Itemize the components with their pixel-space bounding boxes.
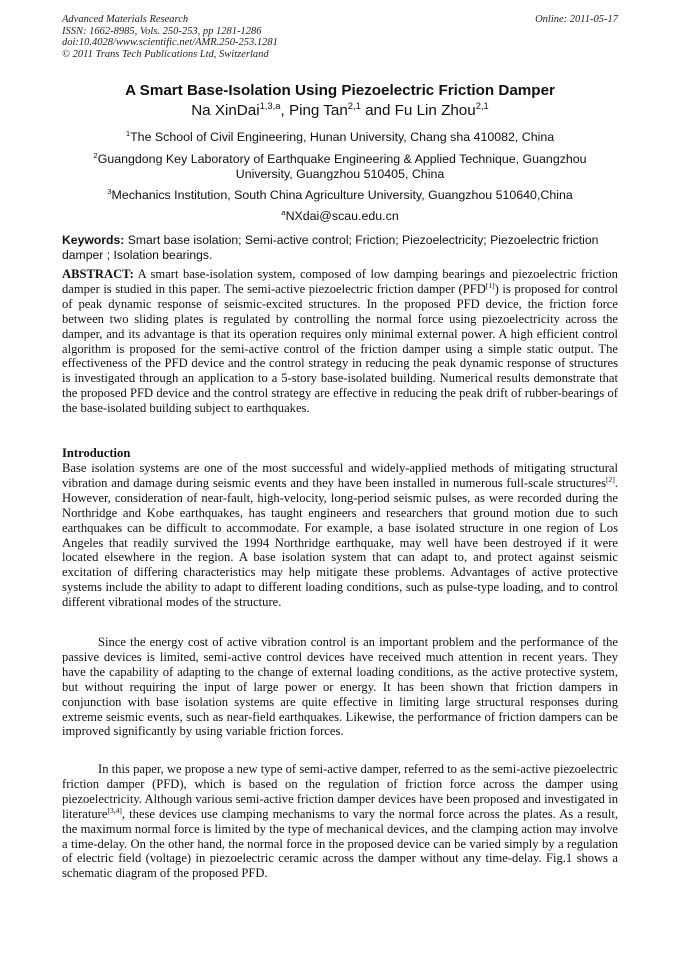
keywords-label: Keywords: <box>62 233 125 247</box>
author-sup: 2,1 <box>347 99 361 111</box>
journal-name: Advanced Materials Research <box>62 14 189 25</box>
author-sup: 2,1 <box>475 99 489 111</box>
paragraph <box>62 461 618 610</box>
paragraph-text: Base isolation systems are one of the most successful and widely-applied methods of mitigating structural vibration and damage during seismic events and they have been installed in numerous full-scale structures <box>62 461 618 490</box>
paragraph-text: . However, consideration of near-fault, high-velocity, long-period seismic pulses, as were recorded during the Northridge and Kobe earthquakes, has taught engineers and researchers that ground motion due to such earthquakes can be difficult to accommodate. For example, a base isolated structure in one region of Los Angeles that readily survived the 1994 Northridge earthquake, may well have been destroyed if it were located elsewhere in the region. A base isolation system that can adapt to, and protect against seismic excitation of differing characteristics may help mitigate these problems. Advantages of active protective systems include the ability to adapt to different loading conditions, such as pulse-type loading, and to control different vibrational modes of the structure. <box>62 475 618 610</box>
journal-header <box>62 14 618 60</box>
author-name: Fu Lin Zhou <box>394 102 476 119</box>
affiliation-text: The School of Civil Engineering, Hunan University, Chang sha 410082, China <box>130 130 555 144</box>
keywords <box>62 233 618 263</box>
abstract-text: ) is proposed for control of peak dynamic response of seismic-excited structures. In the proposed PFD device, the friction force between two sliding plates is regulated by controlling the normal force using piezoelectricity across the damper, and its advantage is that its operation requires only minimal external power. A high efficient control algorithm is proposed for the semi-active control of the friction damper using a simple static output. The effectiveness of the PFD device and the control strategy in reducing the peak dynamic response of structures is investigated through an application to a 5-story base-isolated building. Numerical results demonstrate that the proposed PFD device and the control strategy are effective in reducing the peak drift of rubber-bearings of the base-isolated building subject to earthquakes. <box>62 281 618 416</box>
paragraph-text: , these devices use clamping mechanisms to vary the normal force across the plates. As a result, the maximum normal force is limited by the type of mechanical devices, and the clamping action may involve a time-delay. On the other hand, the normal force in the proposed device can be varied simply by a regulation of electric field (voltage) in piezoelectric ceramic across the damper without any time-delay. Fig.1 shows a schematic diagram of the proposed PFD. <box>62 806 618 881</box>
section-heading: Introduction <box>62 446 131 460</box>
affiliation-sup: 2 <box>93 150 98 160</box>
issn-line: ISSN: 1662-8985, Vols. 250-253, pp 1281-1286 <box>62 25 262 37</box>
affiliation-text: Mechanics Institution, South China Agriculture University, Guangzhou 510640,China <box>111 188 573 202</box>
abstract <box>62 267 618 416</box>
affiliation-sup: 3 <box>107 186 112 196</box>
citation: [3,4] <box>107 805 122 815</box>
paragraph <box>62 762 618 881</box>
author-name: Ping Tan <box>288 102 348 119</box>
affiliation-sup: 1 <box>125 128 131 138</box>
author-list <box>62 99 618 119</box>
abstract-text: A smart base-isolation system, composed of low damping bearings and piezoelectric friction damper is studied in this paper. The semi-active piezoelectric friction damper (PFD <box>62 267 618 296</box>
paragraph-text: In this paper, we propose a new type of semi-active damper, referred to as the semi-active piezoelectric friction damper (PFD), which is based on the regulation of friction force across the damper using piezoelectricity. Although various semi-active friction damper devices have been proposed and investigated in literature <box>62 762 618 821</box>
email-sup: a <box>281 207 286 217</box>
abstract-label: ABSTRACT: <box>62 267 134 281</box>
citation: [2] <box>606 474 615 484</box>
affiliation <box>62 130 618 145</box>
copyright-line: © 2011 Trans Tech Publications Ltd, Switzerland <box>62 48 269 60</box>
doi-line: doi:10.4028/www.scientific.net/AMR.250-253.1281 <box>62 37 278 49</box>
author-separator: , <box>280 102 289 119</box>
keywords-text: Smart base isolation; Semi-active control; Friction; Piezoelectricity; Piezoelectric friction damper ; Isolation bearings. <box>62 233 599 262</box>
online-date: Online: 2011-05-17 <box>535 14 618 25</box>
author-separator: and <box>360 102 395 119</box>
paper-title: A Smart Base-Isolation Using Piezoelectric Friction Damper <box>125 82 555 99</box>
email-text: NXdai@scau.edu.cn <box>285 209 399 223</box>
paragraph: Since the energy cost of active vibration control is an important problem and the performance of the passive devices is limited, semi-active control devices have received much attention in recent years. They have the capability of adapting to the change of external loading conditions, as the active protective system, but without requiring the input of large power or energy. It has been shown that friction dampers in conjunction with base isolation systems are quite effective in limiting large structural responses during extreme seismic events, such as near-field earthquakes. Likewise, the performance of friction dampers can be improved significantly by using variable friction forces. <box>62 635 618 739</box>
citation: [1] <box>485 280 495 290</box>
affiliation <box>62 188 618 203</box>
email <box>62 209 618 224</box>
affiliation <box>80 152 600 182</box>
affiliation-text: Guangdong Key Laboratory of Earthquake Engineering & Applied Technique, Guangzhou University, Guangzhou 510405, China <box>97 152 587 181</box>
author-name: Na XinDai <box>191 102 260 119</box>
author-sup: 1,3,a <box>259 99 281 111</box>
